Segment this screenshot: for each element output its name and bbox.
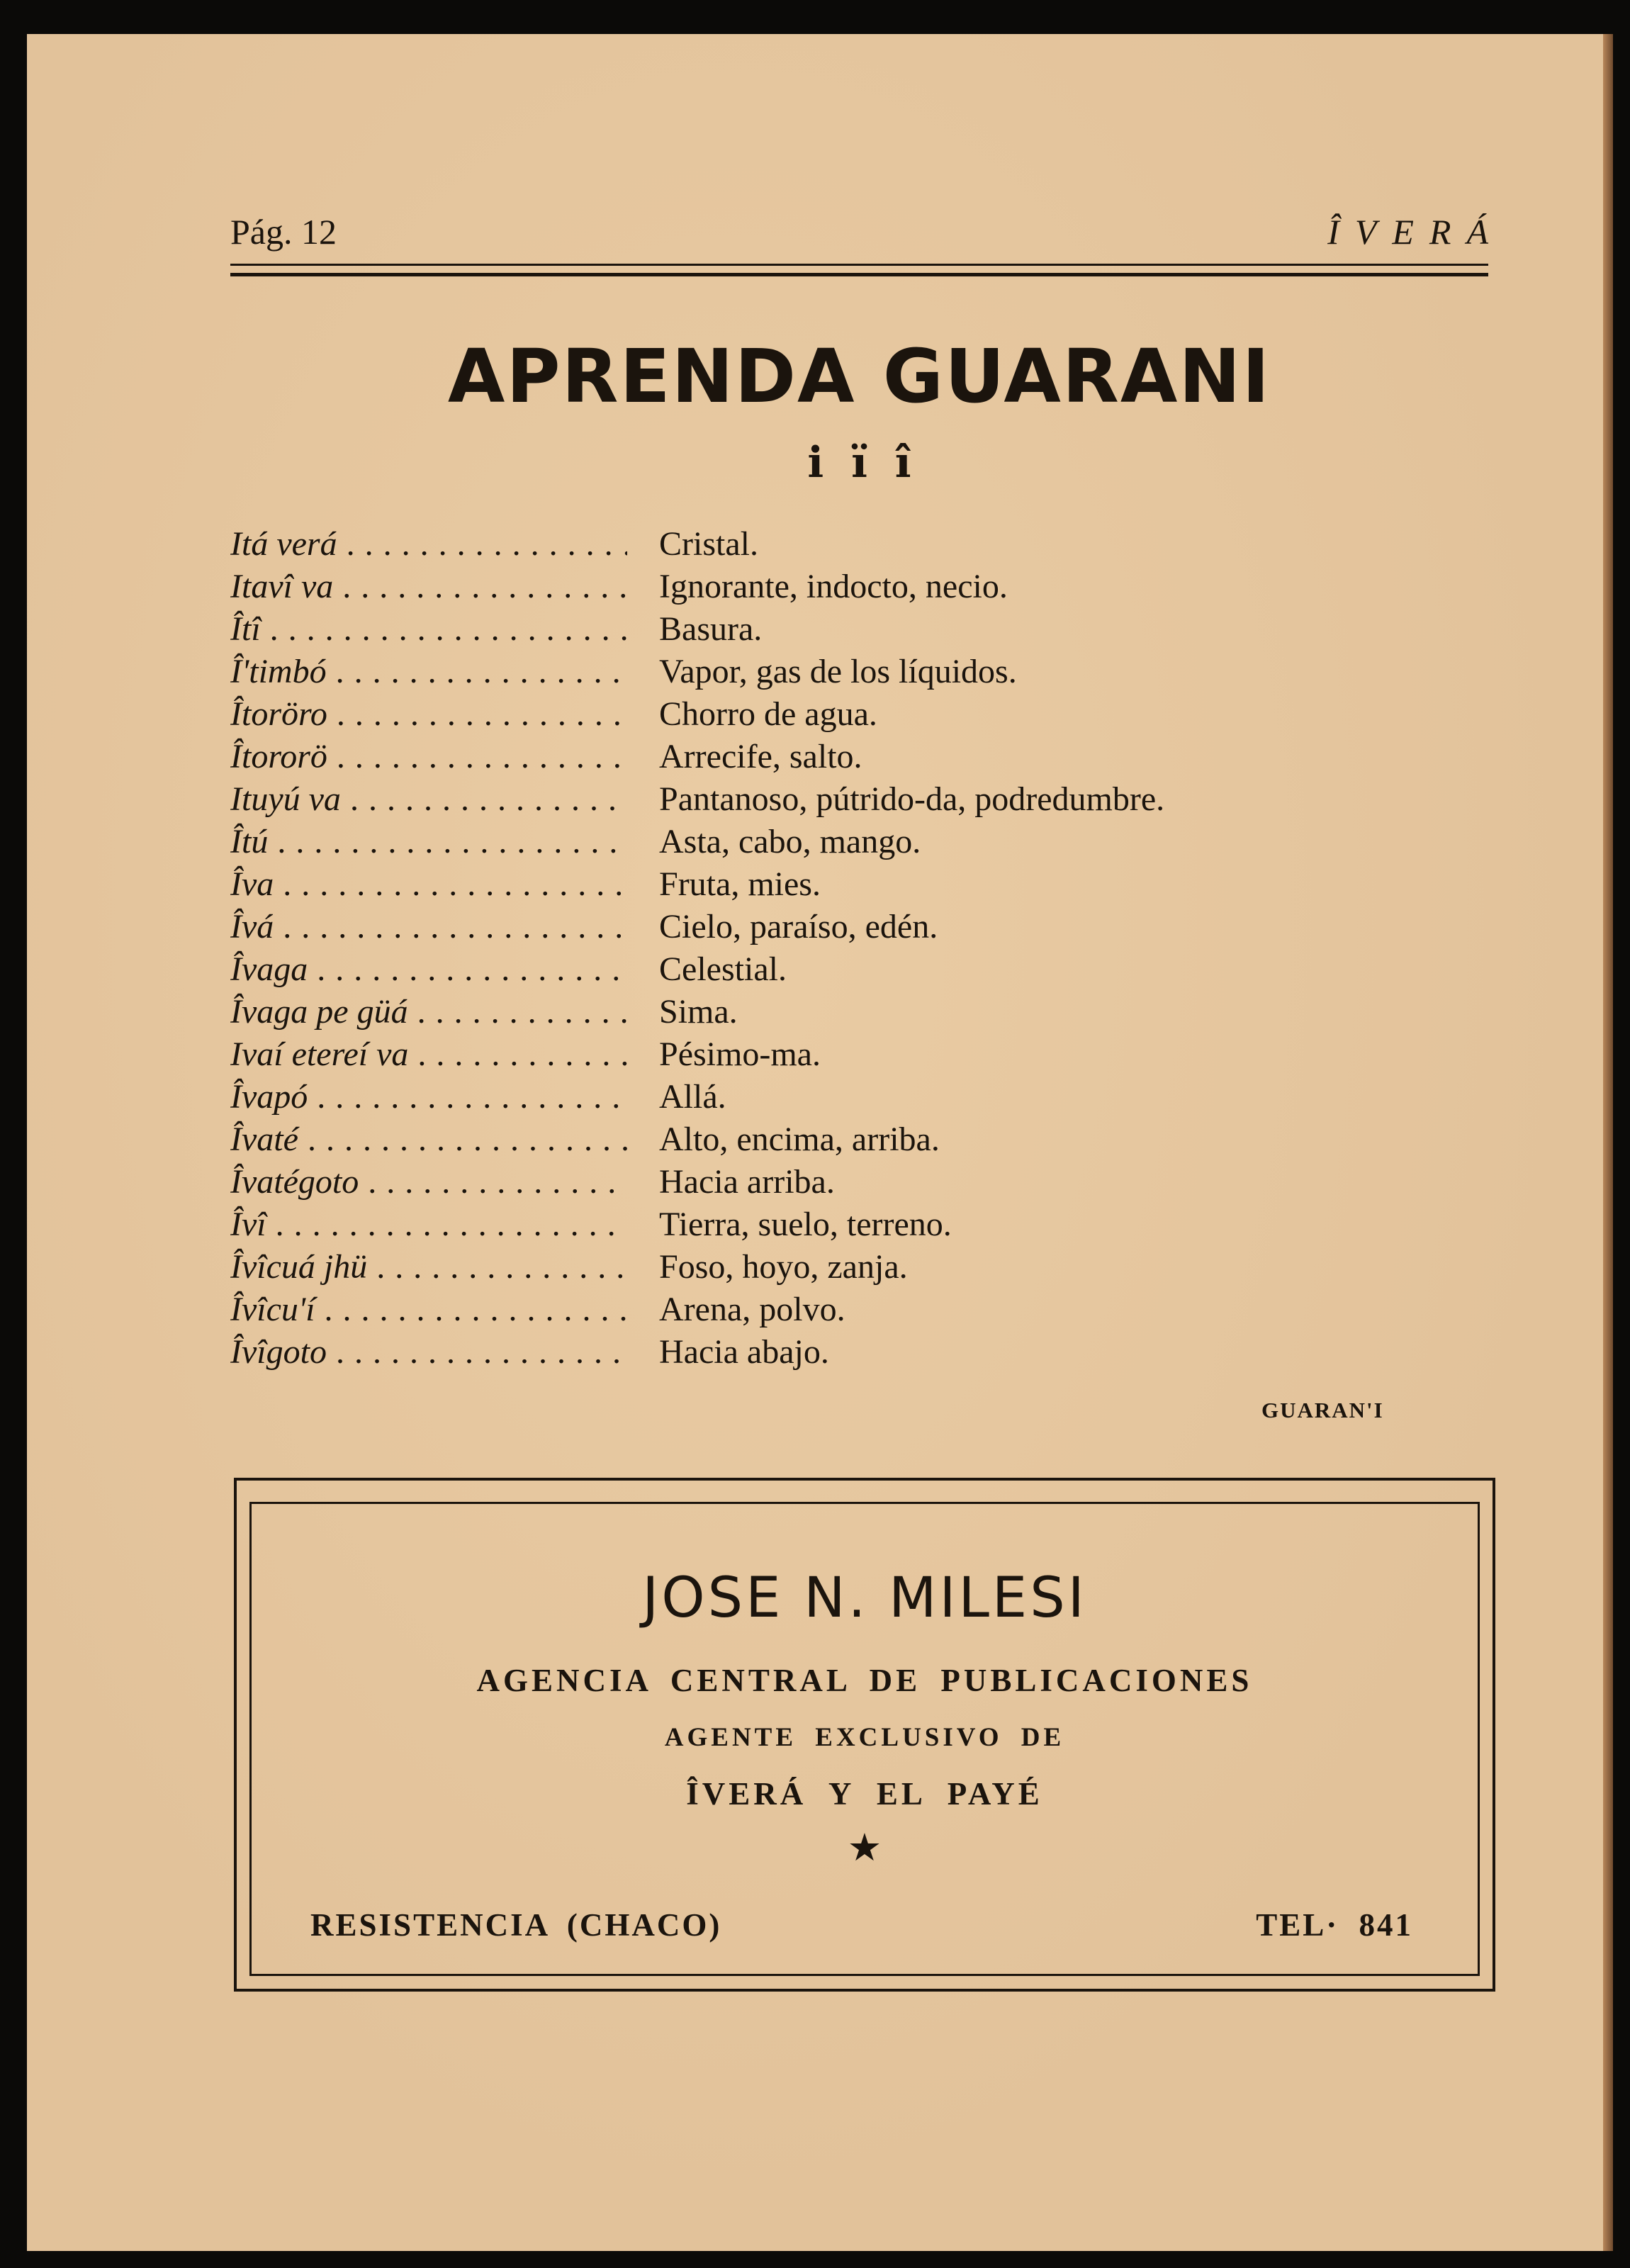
spanish-definition: Cristal. bbox=[659, 525, 758, 563]
page-header bbox=[230, 211, 1504, 261]
ad-publications-line: ÎVERÁ Y EL PAYÉ bbox=[686, 1776, 1043, 1812]
guarani-term: Îvîgoto . . . bbox=[230, 1331, 627, 1374]
vocabulary-entry bbox=[230, 1161, 1393, 1203]
spanish-definition: Hacia arriba. bbox=[659, 1163, 835, 1201]
guarani-term: Îvîcu'í . . . bbox=[230, 1289, 627, 1331]
vocabulary-entry bbox=[230, 906, 1393, 948]
spanish-definition: Allá. bbox=[659, 1078, 726, 1116]
guarani-term: Î'timbó . . . bbox=[230, 651, 627, 693]
vocabulary-entry bbox=[230, 1331, 1393, 1374]
article-title: APRENDA GUARANI bbox=[447, 333, 1271, 420]
vocabulary-entry bbox=[230, 863, 1393, 906]
spanish-definition: Pantanoso, pútrido-da, podredumbre. bbox=[659, 780, 1165, 818]
guarani-term: Îtoröro . . . bbox=[230, 693, 627, 736]
header-rule-thick bbox=[230, 273, 1488, 276]
guarani-term: Îvá . . . bbox=[230, 906, 627, 948]
guarani-term: Îvapó . . . bbox=[230, 1076, 627, 1118]
guarani-term: Îtororö . . . bbox=[230, 736, 627, 778]
vocabulary-entry bbox=[230, 566, 1393, 608]
ad-telephone: TEL· 841 bbox=[1256, 1907, 1413, 1943]
vocabulary-entry bbox=[230, 523, 1393, 566]
vocabulary-entry bbox=[230, 608, 1393, 651]
spanish-definition: Ignorante, indocto, necio. bbox=[659, 568, 1008, 605]
guarani-term: Îvaté . . . bbox=[230, 1118, 627, 1161]
spanish-definition: Arrecife, salto. bbox=[659, 738, 862, 775]
letter-heading: i ï î bbox=[807, 438, 911, 488]
spanish-definition: Cielo, paraíso, edén. bbox=[659, 908, 938, 945]
vocabulary-entry bbox=[230, 1033, 1393, 1076]
ad-agency-line: AGENCIA CENTRAL DE PUBLICACIONES bbox=[476, 1663, 1253, 1698]
spanish-definition: Alto, encima, arriba. bbox=[659, 1121, 940, 1158]
spanish-definition: Basura. bbox=[659, 610, 763, 648]
spanish-definition: Asta, cabo, mango. bbox=[659, 823, 921, 860]
vocabulary-entry bbox=[230, 651, 1393, 693]
spanish-definition: Tierra, suelo, terreno. bbox=[659, 1206, 952, 1243]
spanish-definition: Hacia abajo. bbox=[659, 1333, 829, 1371]
guarani-term: Îtî . . . bbox=[230, 608, 627, 651]
star-icon: ★ bbox=[847, 1825, 882, 1870]
spanish-definition: Chorro de agua. bbox=[659, 695, 877, 733]
spanish-definition: Pésimo-ma. bbox=[659, 1035, 821, 1073]
guarani-term: Îvîcuá jhü . . . bbox=[230, 1246, 627, 1289]
guarani-term: Itavî va . . . bbox=[230, 566, 627, 608]
guarani-term: Itá verá . . . bbox=[230, 523, 627, 566]
vocabulary-entry bbox=[230, 1289, 1393, 1331]
vocabulary-entry bbox=[230, 991, 1393, 1033]
page-spine bbox=[1603, 34, 1613, 2251]
vocabulary-entry bbox=[230, 1203, 1393, 1246]
guarani-term: Ivaí etereí va . . . bbox=[230, 1033, 627, 1076]
ad-exclusive-line: AGENTE EXCLUSIVO DE bbox=[664, 1723, 1065, 1752]
spanish-definition: Fruta, mies. bbox=[659, 865, 821, 903]
spanish-definition: Celestial. bbox=[659, 950, 787, 988]
page-number: Pág. 12 bbox=[230, 212, 337, 252]
magazine-name: ÎVERÁ bbox=[1327, 212, 1504, 252]
spanish-definition: Vapor, gas de los líquidos. bbox=[659, 653, 1017, 690]
vocabulary-entry bbox=[230, 1246, 1393, 1289]
vocabulary-entry bbox=[230, 778, 1393, 821]
vocabulary-list bbox=[230, 523, 1393, 1374]
header-rule-thin bbox=[230, 264, 1488, 266]
article-credit: GUARAN'I bbox=[1261, 1398, 1384, 1422]
vocabulary-entry bbox=[230, 821, 1393, 863]
guarani-term: Îvaga . . . bbox=[230, 948, 627, 991]
vocabulary-entry bbox=[230, 948, 1393, 991]
guarani-term: Îva . . . bbox=[230, 863, 627, 906]
vocabulary-entry bbox=[230, 736, 1393, 778]
spanish-definition: Foso, hoyo, zanja. bbox=[659, 1248, 908, 1286]
guarani-term: Îvî . . . bbox=[230, 1203, 627, 1246]
ad-company-name: JOSE N. MILESI bbox=[642, 1566, 1087, 1630]
guarani-term: Îvaga pe güá . . . bbox=[230, 991, 627, 1033]
vocabulary-entry bbox=[230, 693, 1393, 736]
spanish-definition: Arena, polvo. bbox=[659, 1291, 845, 1328]
vocabulary-entry bbox=[230, 1076, 1393, 1118]
ad-city: RESISTENCIA (CHACO) bbox=[310, 1907, 722, 1943]
guarani-term: Îvatégoto . . . bbox=[230, 1161, 627, 1203]
spanish-definition: Sima. bbox=[659, 993, 738, 1031]
guarani-term: Îtú . . . bbox=[230, 821, 627, 863]
guarani-term: Ituyú va . . . bbox=[230, 778, 627, 821]
vocabulary-entry bbox=[230, 1118, 1393, 1161]
